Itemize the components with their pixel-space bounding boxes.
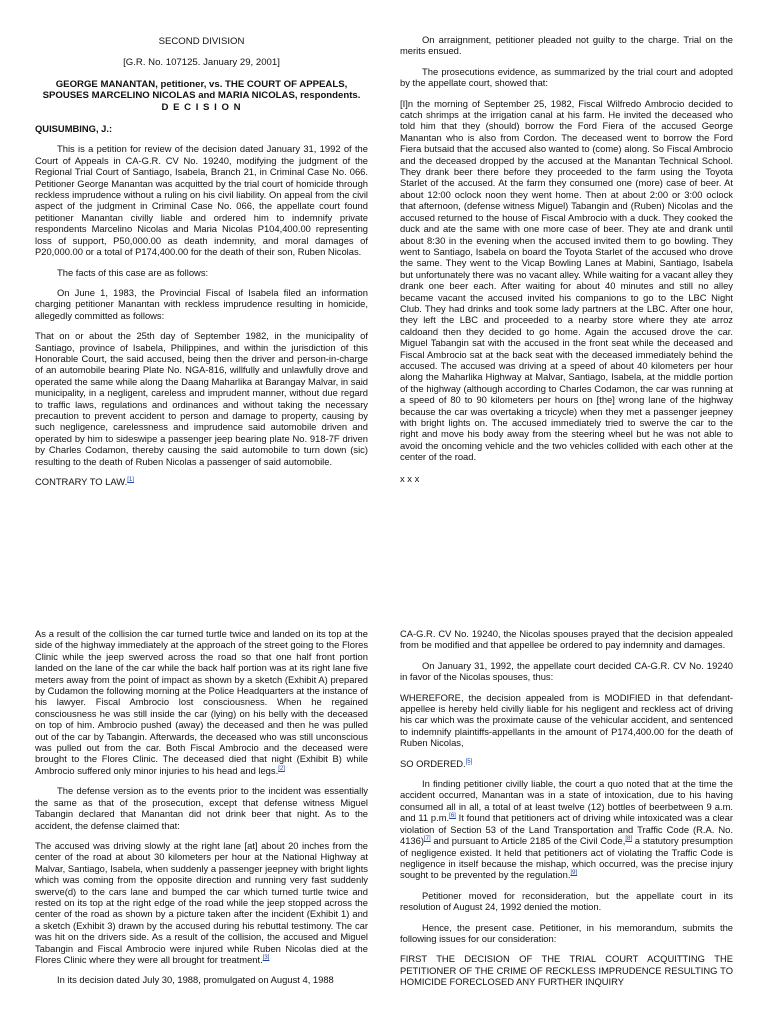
gr-number: [G.R. No. 107125. January 29, 2001]	[123, 57, 280, 69]
footnote-link[interactable]: [6]	[449, 813, 456, 820]
defense-quote	[35, 840, 368, 965]
paragraph: In its decision dated July 30, 1988, promulgated on August 4, 1988	[57, 974, 334, 986]
paragraph: Hence, the present case. Petitioner, in his memorandum, submits the following issues for our consideration:	[400, 921, 733, 944]
collision-text: As a result of the collision the car turned turtle twice and landed on its top at the side of the highway immediately at the approach of the street going to the Flores Clinic while the jeep swerved across the road so that one half front portion landed on the lane of the car while the back half portion was at its right lane five meters away from the point of impact as shown by a sketch (Exhibit A) prepared by Cudamon the following morning at the Police Headquarters at the instance of his lawyer. Fiscal Ambrocio lost consciousness. When he regained consciousness he was still inside the car (lying) on his belly with the deceased on top of him. Ambrocio pushed (away) the deceased and then he was pulled out of the car by Tabangin. Afterwards, the deceased who was still unconscious was pulled out from the car. Both Fiscal Ambrocio and the deceased were brought to the Flores Clinic. The deceased died that night (Exhibit B) while Ambrocio suffered only minor injuries to his head and legs.	[35, 628, 369, 776]
finding-text: In finding petitioner civilly liable, the court a quo noted that at the time the accident occurred, Manantan was in a state of intoxication, due to his having consumed all in all, a total of at least twelve (12) bottles of beerbetween 9 a.m. and 11 p.m.	[400, 778, 733, 824]
paragraph: On arraignment, petitioner pleaded not guilty to the charge. Trial on the merits ensued.	[400, 34, 733, 57]
paragraph: This is a petition for review of the decision dated January 31, 1992 of the Court of Appeals in CA-G.R. CV No. 19240, modifying the judgment of the Regional Trial Court of Santiago, Isabela, Branch 21, in Criminal Case No. 066. Petitioner George Manantan was acquitted by the trial court of homicide through reckless imprudence without a ruling on his civil liability. On appeal from the civil aspect of the judgment in Criminal Case No. 066, the appellate court found petitioner Manantan civilly liable and ordered him to indemnify private respondents Marcelino Nicolas and Maria Nicolas P104,400.00 representing loss of support, P50,000.00 as death indemnity, and moral damages of P20,000.00 or a total of P174,400.00 for the death of their son, Ruben Nicolas.	[35, 143, 368, 258]
ellipsis-marker: x x x	[400, 472, 420, 484]
paragraph: The prosecutions evidence, as summarized by the trial court and adopted by the appellate court, showed that:	[400, 65, 733, 89]
paragraph: On January 31, 1992, the appellate court decided CA-G.R. CV No. 19240 in favor of the Nicolas spouses, thus:	[400, 659, 733, 683]
footnote-link[interactable]: [5]	[465, 758, 473, 765]
defense-text: The accused was driving slowly at the right lane [at] about 20 inches from the center of the road at about 30 kilometers per hour at the National Highway at Malvar, Santiago, Isabela, when suddenly a passenger jeepney with bright lights which was coming from the opposite direction and running very fast suddenly swerve(d) to the cars lane and bumped the car which turned turtle twice and rested on its top at the right edge of the road while the jeep stopped across the center of the road as shown by a picture taken after the incident (Exhibit 1) and a sketch (Exhibit 3) drawn by the accused during his rebuttal testimony. The car was hit on the drivers side. As a result of the collision, the accused and Miguel Tabangin and Fiscal Ambrocio were injured while Ruben Nicolas died at the Flores Clinic where they were all brought for treatment.	[35, 839, 368, 965]
top-left-column	[35, 36, 368, 496]
footnote-link[interactable]: [1]	[127, 476, 134, 483]
case-heading	[35, 36, 368, 113]
finding-text: It found that petitioners act of driving while intoxicated was a clear violation of Section 53 of the Land Transportation and Traffic Code (R.A. No. 4136)	[400, 812, 733, 847]
paragraph: On June 1, 1983, the Provincial Fiscal of Isabela filed an information charging petitioner Manantan with reckless imprudence resulting in homicide, allegedly committed as follows:	[35, 286, 368, 321]
collision-quote	[35, 628, 368, 776]
paragraph: The facts of this case are as follows:	[57, 266, 209, 278]
so-ordered-text: SO ORDERED.	[400, 757, 466, 769]
contrary-to-law	[35, 476, 368, 487]
bottom-right-column	[400, 628, 733, 997]
paragraph: Petitioner moved for reconsideration, but the appellate court in its resolution of August 24, 1992 denied the motion.	[400, 889, 733, 913]
issue-text: FIRST THE DECISION OF THE TRIAL COURT ACQUITTING THE PETITIONER OF THE CRIME OF RECKLESS IMPRUDENCE RESULTING TO HOMICIDE FORECLOSED ANY FURTHER INQUIRY	[400, 953, 733, 988]
contrary-text: CONTRARY TO LAW.	[35, 476, 128, 487]
paragraph: CA-G.R. CV No. 19240, the Nicolas spouses prayed that the decision appealed from be modified and that appellee be ordered to pay indemnity and damages.	[400, 628, 733, 651]
finding-text: and pursuant to Article 2185 of the Civil Code,	[430, 835, 626, 847]
finding-text: a statutory presumption of negligence existed. It held that petitioners act of violating the Traffic Code is negligence in itself because the mishap, which occurred, was the precise injury sought to be prevented by the regulation.	[400, 835, 733, 881]
ponente: QUISUMBING, J.:	[35, 123, 113, 135]
prosecution-quote: [I]n the morning of September 25, 1982, Fiscal Wilfredo Ambrocio decided to catch shrimps at the irrigation canal at his farm. He invited the deceased who told him that they (should) borrow the Ford Fiera of the accused George Manantan who is also from Cordon. The deceased went to borrow the Ford Fiera butsaid that the accused also wanted to (come) along. So Fiscal Ambrocio and the deceased dropped by the accused at the Manantan Technical School. They drank beer there before they proceeded to the farm using the Toyota Starlet of the accused. At the farm they consumed one (more) case of beer. At about 12:00 oclock noon they went home. Then at about 2:00 or 3:00 oclock that afternoon, (defense witness Miguel) Tabangin and (Ruben) Nicolas and the accused returned to the house of Fiscal Ambrocio with a duck. They cooked the duck and ate the same with one more case of beer. They ate and drank until about 8:30 in the evening when the accused invited them to go bowling. They went to Santiago, Isabela on board the Toyota Starlet of the accused who drove the same. They went to the Vicap Bowling Lanes at Mabini, Santiago, Isabela but unfortunately there was no vacant alley. While waiting for a vacant alley they drank one beer each. After waiting for about 40 minutes and still no alley became vacant the accused invited his companions to go to the LBC Night Club. They had drinks and took some lady partners at the LBC. After one hour, they left the LBC and proceeded to a nearby store where they ate arroz caldoand then they decided to go home. Again the accused drove the car. Miguel Tabangin sat with the accused in the front seat while the deceased and Fiscal Ambrocio sat at the back seat with the deceased immediately behind the accused. The accused was driving at a speed of about 40 kilometers per hour along the Maharlika Highway at Malvar, Santiago, Isabela, at the middle portion of the highway (although according to Charles Codamon, the car was running at a speed of 80 to 90 kilometers per hours on [the] wrong lane of the highway because the car was overtaking a tricycle) when they met a passenger jeepney with bright lights on. The accused immediately tried to swerve the car to the right and move his body away from the steering wheel but he was not able to avoid the oncoming vehicle and the two vehicles collided with each other at the center of the road.	[400, 97, 733, 463]
so-ordered	[400, 758, 733, 769]
footnote-link[interactable]: [3]	[262, 954, 270, 961]
decision-label: D E C I S I O N	[161, 101, 242, 113]
paragraph: The defense version as to the events prior to the incident was essentially the same as that of the prosecution, except that defense witness Miguel Tabangin declared that Manantan did not drink beer that night. As to the accident, the defense claimed that:	[35, 785, 368, 831]
footnote-link[interactable]: [8]	[625, 835, 632, 842]
top-right-column	[400, 34, 733, 493]
footnote-link[interactable]: [9]	[570, 870, 578, 877]
division-label: SECOND DIVISION	[158, 36, 245, 47]
case-parties: GEORGE MANANTAN, petitioner, vs. THE COURT OF APPEALS, SPOUSES MARCELINO NICOLAS and MARIA NICOLAS, respondents.	[42, 78, 361, 102]
paragraph	[400, 778, 733, 881]
footnote-link[interactable]: [7]	[423, 835, 431, 842]
bottom-left-column	[35, 628, 368, 995]
wherefore-quote: WHEREFORE, the decision appealed from is MODIFIED in that defendant-appellee is hereby held civilly liable for his negligent and reckless act of driving his car which was the proximate cause of the vehicular accident, and sentenced to indemnify plaintiffs-appellants in the amount of P174,400.00 for the death of Ruben Nicolas,	[400, 691, 733, 749]
information-quote: That on or about the 25th day of September 1982, in the municipality of Santiago, province of Isabela, Philippines, and within the jurisdiction of this Honorable Court, the said accused, being then the driver and person-in-charge of an automobile bearing Plate No. NGA-816, willfully and unlawfully drove and operated the same while along the Daang Maharlika at Barangay Malvar, in said municipality, in a negligent, careless and imprudent manner, without due regard to traffic laws, regulations and ordinances and without taking the necessary precaution to prevent accident to person and damage to property, causing by such negligence, carelessness and imprudence said automobile driven and operated by him to sideswipe a passenger jeep bearing plate No. 918-7F driven by Charles Codamon, thereby causing the said automobile to turn down (sic) resulting to the death of Ruben Nicolas a passenger of said automobile.	[35, 330, 368, 467]
footnote-link[interactable]: [2]	[278, 765, 285, 772]
